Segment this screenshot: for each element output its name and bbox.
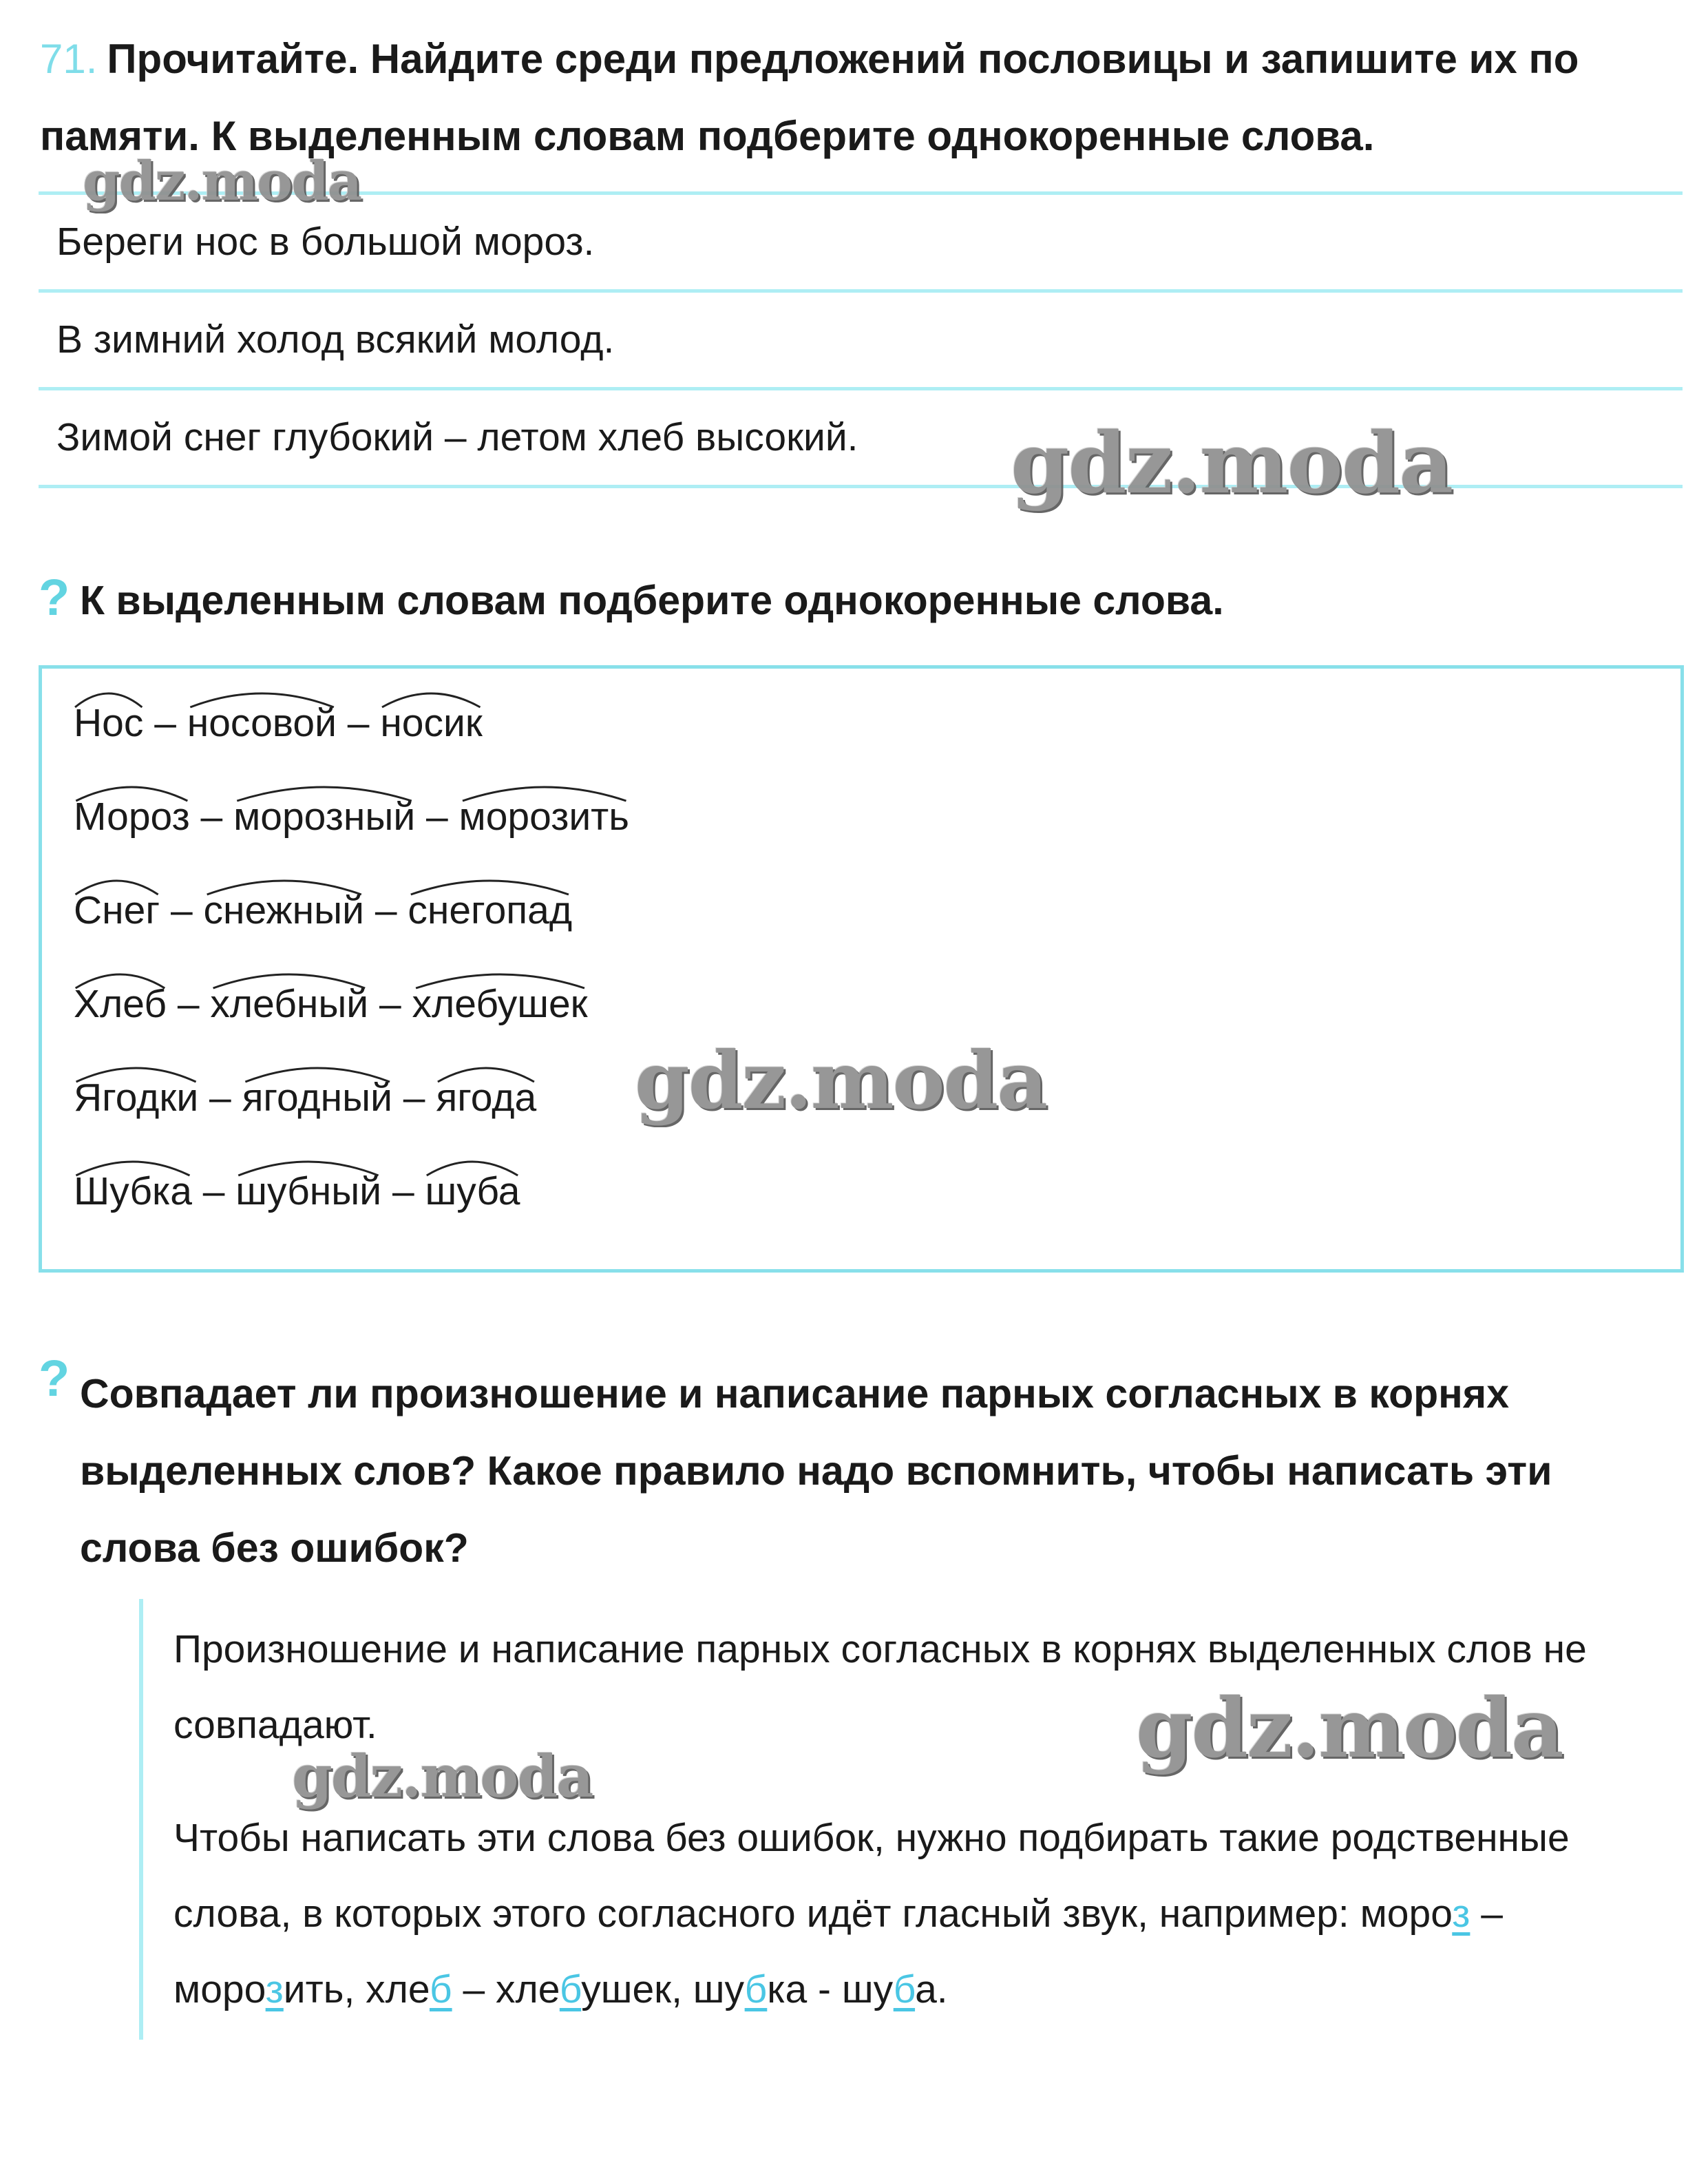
highlighted-consonant: б bbox=[559, 1967, 582, 2011]
dash-separator: – bbox=[143, 701, 187, 745]
word: шуба bbox=[425, 1167, 520, 1215]
root-arc-icon bbox=[425, 1153, 520, 1177]
rule-line bbox=[39, 289, 1683, 293]
word: носовой bbox=[187, 699, 337, 747]
root-arc-icon bbox=[380, 685, 482, 709]
word: Нос bbox=[74, 699, 143, 747]
word-family-row bbox=[74, 793, 629, 841]
question-mark-icon: ? bbox=[39, 1350, 70, 1407]
root-arc-icon bbox=[210, 966, 368, 990]
root-arc-icon bbox=[235, 1153, 381, 1177]
word: Ягодки bbox=[74, 1074, 198, 1122]
root-arc-icon bbox=[436, 1060, 536, 1083]
example-word: мороз bbox=[1360, 1892, 1470, 1936]
word-family-row bbox=[74, 980, 588, 1028]
dash-separator: – bbox=[363, 888, 408, 932]
proverb-3: Зимой снег глубокий – летом хлеб высокий. bbox=[56, 415, 858, 459]
highlighted-consonant: б bbox=[893, 1967, 916, 2011]
example-separator: - bbox=[807, 1967, 842, 2011]
dash-separator: – bbox=[198, 1076, 242, 1120]
answer-paragraph-2 bbox=[173, 1800, 1688, 2027]
word: ягодный bbox=[242, 1074, 392, 1122]
dash-separator: – bbox=[189, 795, 234, 839]
dash-separator: – bbox=[415, 795, 459, 839]
example-word: шубка bbox=[693, 1967, 808, 2011]
question-1: К выделенным словам подберите однокоренные слова. bbox=[80, 578, 1224, 623]
highlighted-consonant: з bbox=[265, 1967, 284, 2011]
word-family-box bbox=[39, 665, 1684, 1273]
word: Хлеб bbox=[74, 980, 167, 1028]
word: снегопад bbox=[408, 886, 572, 934]
word: снежный bbox=[204, 886, 364, 934]
word-family-row bbox=[74, 1074, 536, 1122]
root-arc-icon bbox=[74, 966, 167, 990]
root-arc-icon bbox=[74, 1060, 198, 1083]
proverb-2: В зимний холод всякий молод. bbox=[56, 317, 615, 362]
highlighted-consonant: б bbox=[744, 1967, 768, 2011]
example-separator: – bbox=[1470, 1892, 1503, 1936]
watermark: gdz.moda bbox=[83, 150, 361, 213]
word: Снег bbox=[74, 886, 160, 934]
root-arc-icon bbox=[408, 872, 572, 896]
root-arc-icon bbox=[74, 872, 160, 896]
example-word: хлебушек, bbox=[495, 1967, 682, 2011]
root-arc-icon bbox=[459, 779, 629, 802]
word: хлебный bbox=[210, 980, 368, 1028]
root-arc-icon bbox=[187, 685, 337, 709]
proverb-1: Береги нос в большой мороз. bbox=[56, 220, 595, 264]
root-arc-icon bbox=[74, 685, 143, 709]
example-word: хлеб bbox=[366, 1967, 452, 2011]
word: Мороз bbox=[74, 793, 190, 841]
word: шубный bbox=[235, 1167, 381, 1215]
dash-separator: – bbox=[336, 701, 381, 745]
highlighted-consonant: б bbox=[429, 1967, 452, 2011]
answer-bar bbox=[139, 1599, 143, 2040]
answer-paragraph-1: Произношение и написание парных согласных в корнях выделенных слов не совпадают. bbox=[173, 1627, 1587, 1747]
root-arc-icon bbox=[242, 1060, 392, 1083]
answer-example-intro: например: bbox=[1159, 1892, 1349, 1936]
watermark: gdz.moda bbox=[292, 1742, 593, 1810]
watermark: gdz.moda bbox=[1136, 1680, 1563, 1776]
answer-rule-text: Чтобы написать эти слова без ошибок, нужно подбирать такие родственные слова, в которых этого согласного идёт гласный звук, bbox=[173, 1816, 1570, 1936]
task-text: Прочитайте. Найдите среди предложений пословицы и запишите их по памяти. К выделенным словам подберите однокоренные слова. bbox=[40, 36, 1579, 159]
word: морозить bbox=[459, 793, 629, 841]
word: ягода bbox=[436, 1074, 536, 1122]
highlighted-consonant: з bbox=[1452, 1892, 1470, 1936]
root-arc-icon bbox=[74, 1153, 192, 1177]
root-arc-icon bbox=[233, 779, 415, 802]
example-separator: – bbox=[452, 1967, 496, 2011]
example-word: шуба. bbox=[841, 1967, 948, 2011]
task-number: 71. bbox=[40, 36, 98, 82]
question-2: Совпадает ли произношение и написание парных согласных в корнях выделенных слов? Какое правило надо вспомнить, чтобы написать эти слова без ошибок? bbox=[80, 1371, 1552, 1571]
root-arc-icon bbox=[74, 779, 190, 802]
dash-separator: – bbox=[160, 888, 204, 932]
word: Шубка bbox=[74, 1167, 192, 1215]
root-arc-icon bbox=[204, 872, 364, 896]
word: морозный bbox=[233, 793, 415, 841]
root-arc-icon bbox=[412, 966, 588, 990]
dash-separator: – bbox=[381, 1169, 425, 1213]
dash-separator: – bbox=[167, 982, 211, 1026]
word: носик bbox=[380, 699, 482, 747]
rule-line bbox=[39, 387, 1683, 390]
word-family-row bbox=[74, 886, 572, 934]
dash-separator: – bbox=[392, 1076, 436, 1120]
word-family-row bbox=[74, 1167, 520, 1215]
example-word: морозить, bbox=[173, 1967, 355, 2011]
question-mark-icon: ? bbox=[39, 569, 70, 626]
watermark: gdz.moda bbox=[1011, 413, 1453, 512]
watermark: gdz.moda bbox=[635, 1034, 1047, 1127]
word-family-row bbox=[74, 699, 483, 747]
dash-separator: – bbox=[368, 982, 412, 1026]
word: хлебушек bbox=[412, 980, 588, 1028]
dash-separator: – bbox=[191, 1169, 236, 1213]
